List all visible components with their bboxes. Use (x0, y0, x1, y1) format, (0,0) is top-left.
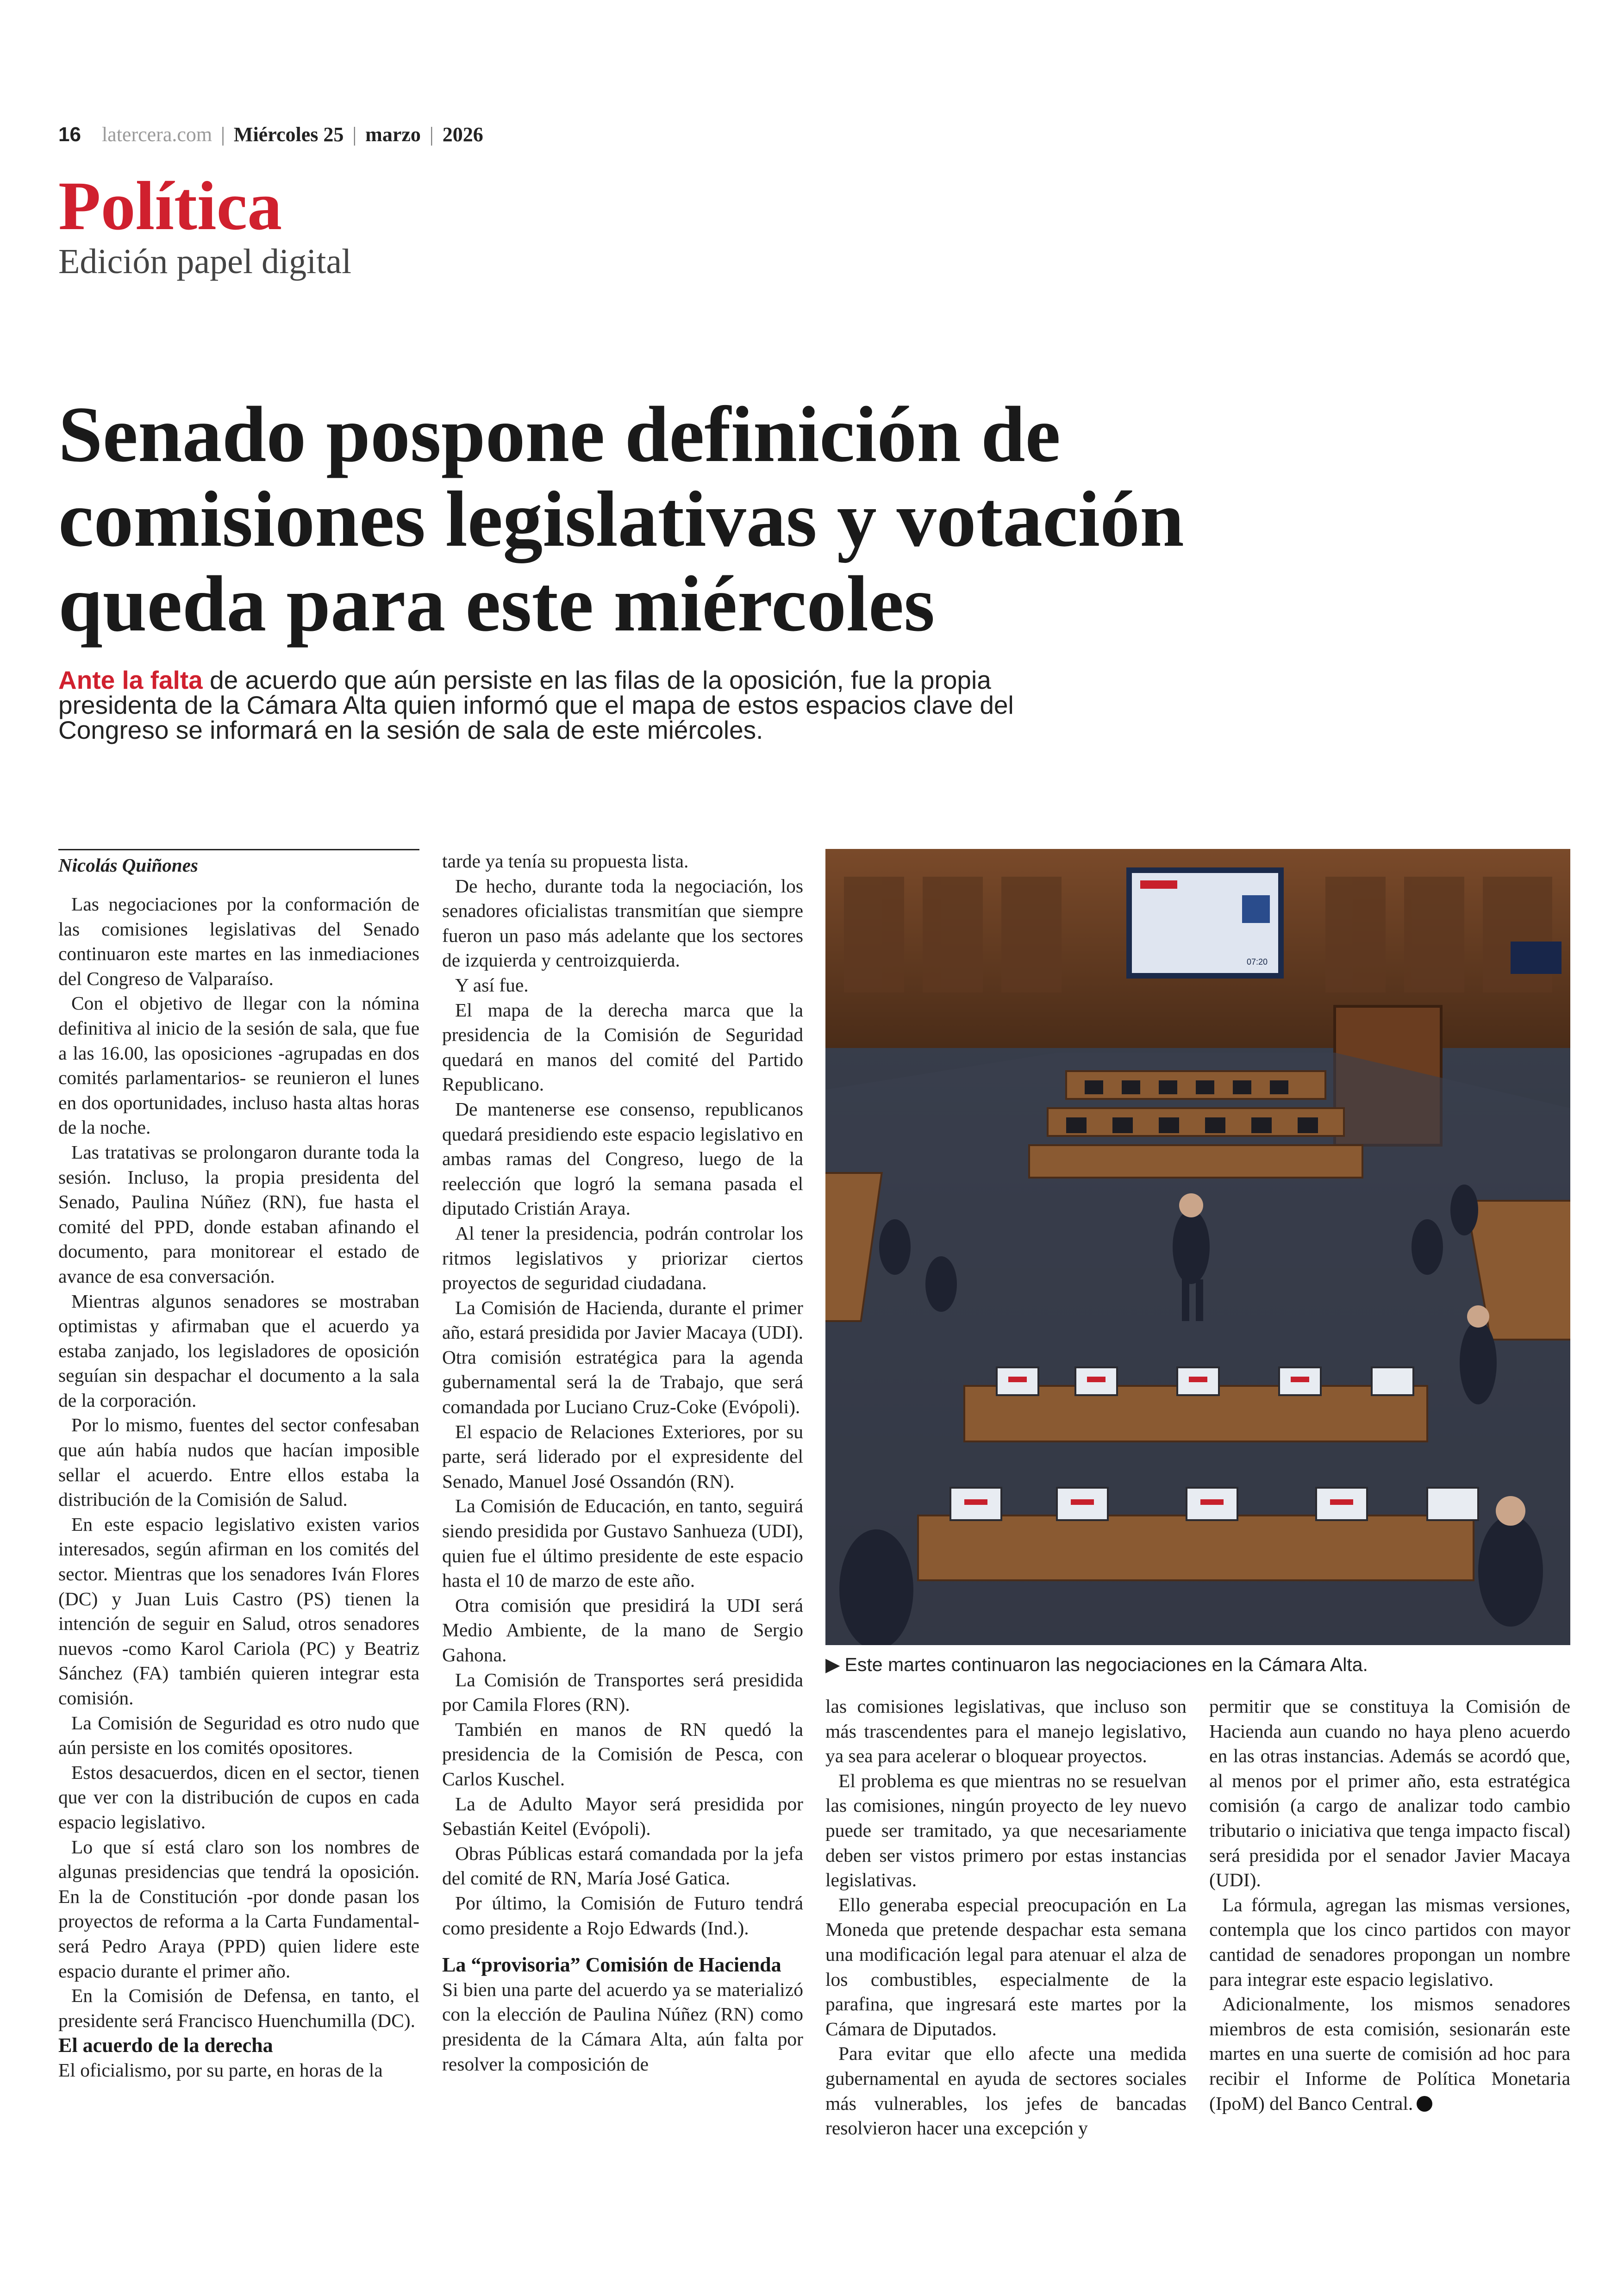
headline: Senado pospone definición de comisiones legislativas y votación queda para este miércoles (58, 391, 1184, 648)
page-number: 16 (58, 123, 81, 146)
lead-kicker: Ante la falta (58, 666, 203, 694)
col2-paragraph: De hecho, durante toda la negociación, los senadores oficialistas transmitían que siempre fueron un paso más adelante que los sectores de izquierda y centroizquierda. (442, 875, 803, 971)
col2-paragraph: También en manos de RN quedó la presidencia de la Comisión de Pesca, con Carlos Kuschel. (442, 1718, 803, 1790)
col4-paragraph: Adicionalmente, los mismos senadores miembros de esta comisión, sesionarán este martes en una suerte de comisión ad hoc para recibir el Informe de Política Monetaria (IpoM) del Banco Central. (1209, 1993, 1570, 2114)
col2-paragraph: La Comisión de Hacienda, durante el primer año, estará presidida por Javier Macaya (UDI). Otra comisión estratégica para la agenda gubernamental será la de Trabajo, que será comandada por Luciano Cruz-Coke (Evópoli). (442, 1297, 803, 1418)
edition-label: Edición papel digital (58, 242, 352, 281)
caption-text: Este martes continuaron las negociaciones en la Cámara Alta. (844, 1654, 1368, 1675)
col2-head: tarde ya tenía su propuesta lista. (442, 850, 689, 872)
folio-line: 16 latercera.com | Miércoles 25 | marzo | 2026 (58, 123, 483, 146)
byline: Nicolás Quiñones (58, 849, 419, 877)
date-day: Miércoles 25 (233, 123, 344, 146)
subhead-derecha: El acuerdo de la derecha (58, 2034, 273, 2057)
senate-chamber-photo (825, 849, 1570, 1645)
col2-paragraph: La Comisión de Educación, en tanto, seguirá siendo presidida por Gustavo Sanhueza (UDI), quien fue el último presidente de este espacio hasta el 10 de marzo de este año. (442, 1495, 803, 1591)
col1-paragraph: En la Comisión de Defensa, en tanto, el presidente será Francisco Huenchumilla (DC). (58, 1985, 419, 2031)
end-mark-icon (1417, 2096, 1432, 2112)
col1-paragraph: Estos desacuerdos, dicen en el sector, tienen que ver con la distribución de cupos en cada espacio legislativo. (58, 1761, 419, 1833)
subhead-hacienda: La “provisoria” Comisión de Hacienda (442, 1953, 781, 1977)
col1-paragraph: Por lo mismo, fuentes del sector confesaban que aún había nudos que hacían imposible sellar el acuerdo. Entre ellos estaba la distribución de la Comisión de Salud. (58, 1414, 419, 1510)
column-1 (58, 849, 419, 2083)
col1-paragraph: Con el objetivo de llegar con la nómina definitiva al inicio de la sesión de sala, que fue a las 16.00, las oposiciones -agrupadas en dos comités parlamentarios- se reunieron el lunes en dos oportunidades, incluso hasta altas horas de la noche. (58, 992, 419, 1138)
lead-text: de acuerdo que aún persiste en las filas de la oposición, fue la propia presidenta de la Cámara Alta quien informó que el mapa de estos espacios clave del Congreso se informará en la sesión de sala de este miércoles. (58, 666, 1014, 744)
col2-paragraph: Otra comisión que presidirá la UDI será Medio Ambiente, de la mano de Sergio Gahona. (442, 1594, 803, 1665)
senate-chamber-illustration (825, 849, 1570, 1645)
photo-caption (825, 1653, 1570, 1677)
col2-paragraph: De mantenerse ese consenso, republicanos quedará presidiendo este espacio legislativo en ambas ramas del Congreso, luego de la reelección que logró la semana pasada el diputado Cristián Araya. (442, 1098, 803, 1219)
col1-paragraph: Mientras algunos senadores se mostraban optimistas y afirmaban que el acuerdo ya estaba zanjado, los legisladores de oposición seguían sin despachar el documento a la sala de la corporación. (58, 1290, 419, 1411)
col2-paragraph: Por último, la Comisión de Futuro tendrá como presidente a Rojo Edwards (Ind.). (442, 1892, 803, 1939)
col1-paragraph: Las negociaciones por la conformación de las comisiones legislativas del Senado continuaron este martes en las inmediaciones del Congreso de Valparaíso. (58, 893, 419, 989)
col2-paragraph: Y así fue. (455, 974, 529, 996)
col1-paragraph: Lo que sí está claro son los nombres de algunas presidencias que tendrá la oposición. En la de Constitución -por donde pasan los proyectos de reforma a la Carta Fundamental- será Pedro Araya (PPD) quien lidere este espacio durante el primer año. (58, 1836, 419, 1982)
col3-paragraph: Para evitar que ello afecte una medida gubernamental en ayuda de sectores sociales más vulnerables, los jefes de bancadas resolvieron hacer una excepción y (825, 2043, 1187, 2139)
col2-paragraph: Al tener la presidencia, podrán controlar los ritmos legislativos y priorizar ciertos proyectos de seguridad ciudadana. (442, 1222, 803, 1294)
col2-paragraph: La Comisión de Transportes será presidida por Camila Flores (RN). (442, 1669, 803, 1715)
col1-paragraph: En este espacio legislativo existen varios interesados, según afirman en los comités del sector. Mientras que los senadores Iván Flores (DC) y Juan Luis Castro (PS) tienen la intención de seguir en Salud, otros senadores nuevos -como Karol Cariola (PC) y Beatriz Sánchez (FA) también quieren integrar esta comisión. (58, 1513, 419, 1709)
lead-paragraph (58, 667, 1054, 742)
date-month: marzo (365, 123, 421, 146)
col4-paragraph: La fórmula, agregan las mismas versiones, contempla que los cinco partidos con mayor cantidad de senadores propongan un nombre para integrar este espacio legislativo. (1209, 1894, 1570, 1990)
col2-tail: Si bien una parte del acuerdo ya se materializó con la elección de Paulina Núñez (RN) como presidenta de la Cámara Alta, aún falta por resolver la composición de (442, 1978, 803, 2075)
col1-tail: El oficialismo, por su parte, en horas de la (58, 2059, 383, 2081)
screen-clock: 07:20 (1247, 957, 1268, 967)
date-year: 2026 (442, 123, 483, 146)
col2-paragraph: Obras Públicas estará comandada por la jefa del comité de RN, María José Gatica. (442, 1842, 803, 1889)
section-title: Política (58, 168, 282, 244)
col1-paragraph: La Comisión de Seguridad es otro nudo que aún persiste en los comités opositores. (58, 1712, 419, 1759)
caption-triangle-icon: ▶ (825, 1654, 840, 1675)
col2-paragraph: El espacio de Relaciones Exteriores, por su parte, será liderado por el expresidente del Senado, Manuel José Ossandón (RN). (442, 1421, 803, 1492)
col2-paragraph: El mapa de la derecha marca que la presidencia de la Comisión de Seguridad quedará en manos del comité del Partido Republicano. (442, 999, 803, 1095)
col1-paragraph: Las tratativas se prolongaron durante toda la sesión. Incluso, la propia presidenta del Senado, Paulina Núñez (RN), fue hasta el comité del PPD, donde estaban afinando el documento, para monitorear el estado de avance de esa conversación. (58, 1141, 419, 1287)
col2-paragraph: La de Adulto Mayor será presidida por Sebastián Keitel (Evópoli). (442, 1793, 803, 1840)
col3-head: las comisiones legislativas, que incluso son más trascendentes para el manejo legislativo, ya sea para acelerar o bloquear proyectos. (825, 1696, 1187, 1767)
column-4 (1209, 1694, 1570, 2116)
col3-paragraph: Ello generaba especial preocupación en La Moneda que pretende despachar esta semana una modificación legal para atenuar el alza de los combustibles, especialmente de la parafina, que ingresará este martes por la Cámara de Diputados. (825, 1894, 1187, 2039)
column-2 (442, 849, 803, 2077)
column-3 (825, 1694, 1187, 2141)
col3-paragraph: El problema es que mientras no se resuelvan las comisiones, ningún proyecto de ley nuevo puede ser tramitado, ya que necesariamente deben ser vistos primero por estas instancias legislativas. (825, 1770, 1187, 1891)
site-name: latercera.com (101, 123, 212, 146)
col4-head: permitir que se constituya la Comisión de Hacienda aun cuando no haya pleno acuerdo en las otras instancias. Además se acordó que, al menos por el primer año, esta estratégica comisión (a cargo de analizar todo cambio tributario o iniciativa que tenga impacto fiscal) será presidida por el senador Javier Macaya (UDI). (1209, 1696, 1570, 1891)
